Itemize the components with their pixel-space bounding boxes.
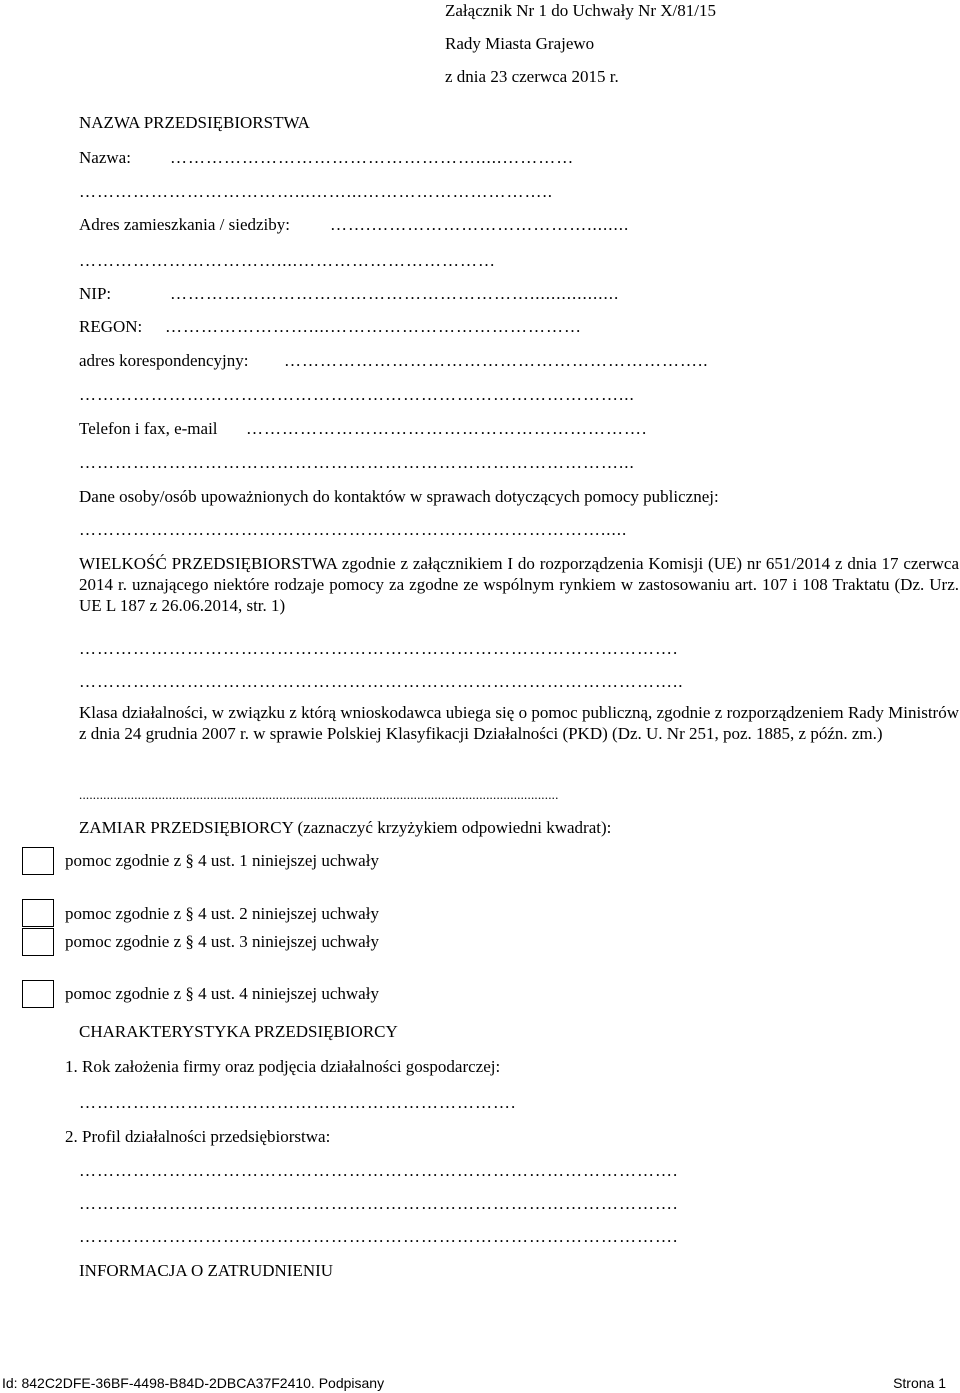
resolution-date: z dnia 23 czerwca 2015 r. (445, 67, 619, 86)
option-3-checkbox[interactable] (22, 928, 54, 956)
activity-class-paragraph: Klasa działalności, w związku z którą wnioskodawca ubiega się o pomoc publiczną, zgodnie z rozporządzeniem Rady Ministrów z dnia 24 grudnia 2007 r. w sprawie Polskiej Klasyfikacji Działalności (PKD) (Dz. U. Nr 251, poz. 1885, z późn. zm.) (79, 703, 959, 743)
address-label: Adres zamieszkania / siedziby: (79, 215, 291, 234)
profile-section-title: CHARAKTERYSTYKA PRZEDSIĘBIORCY (79, 1022, 398, 1041)
company-size-field-continued[interactable]: ……………………………………………………………………………………….. (79, 672, 684, 691)
activity-class-field[interactable]: ........................................................................................................................................... (79, 787, 559, 802)
phone-label: Telefon i fax, e-mail (79, 419, 218, 438)
question-2-label: 2. Profil działalności przedsiębiorstwa: (65, 1127, 331, 1146)
correspondence-field-continued[interactable]: ………………………………………………………………………………... (79, 385, 635, 404)
option-1-label: pomoc zgodnie z § 4 ust. 1 niniejszej uchwały (65, 851, 379, 870)
regon-field[interactable]: ……………………....…………………………………… (165, 317, 582, 336)
question-2-field-line-1[interactable]: ………………………………………………………………………………………. (79, 1161, 679, 1180)
company-size-field[interactable]: ………………………………………………………………………………………. (79, 639, 679, 658)
address-field[interactable]: …….………………………………........ (330, 215, 630, 234)
company-size-paragraph: WIELKOŚĆ PRZEDSIĘBIORSTWA zgodnie z załącznikiem I do rozporządzenia Komisji (UE) nr 651/2014 z dnia 17 czerwca 2014 r. uznającego niektóre rodzaje pomocy za zgodne ze wspólnym rynkiem w zastosowaniu art. 107 i 108 Traktatu (Dz. Urz. UE L 187 z 26.06.2014, str. 1) (79, 554, 959, 615)
question-1-label: 1. Rok założenia firmy oraz podjęcia działalności gospodarczej: (65, 1057, 501, 1076)
phone-field-continued[interactable]: ………………………………………………………………………………... (79, 453, 635, 472)
address-field-continued[interactable]: ……………………………....…………………………… (79, 251, 496, 270)
phone-field[interactable]: …………………………………………………………. (246, 419, 648, 438)
question-2-field-line-3[interactable]: ………………………………………………………………………………………. (79, 1227, 679, 1246)
contact-persons-field[interactable]: ……………………………………………………………………………..... (79, 520, 628, 539)
nip-field[interactable]: ……………………………………………………................. (170, 284, 620, 303)
question-1-field[interactable]: ………………………………………………………………. (79, 1093, 517, 1112)
correspondence-label: adres korespondencyjny: (79, 351, 249, 370)
employment-section-title: INFORMACJA O ZATRUDNIENIU (79, 1261, 334, 1280)
name-label: Nazwa: (79, 148, 131, 167)
company-section-title: NAZWA PRZEDSIĘBIORSTWA (79, 113, 310, 132)
name-field-continued[interactable]: ………………………………...……...………………………….. (79, 182, 553, 201)
option-2-label: pomoc zgodnie z § 4 ust. 2 niniejszej uchwały (65, 904, 379, 923)
option-4-label: pomoc zgodnie z § 4 ust. 4 niniejszej uchwały (65, 984, 379, 1003)
document-id: Id: 842C2DFE-36BF-4498-B84D-2DBCA37F2410. Podpisany (2, 1375, 385, 1391)
attachment-title: Załącznik Nr 1 do Uchwały Nr X/81/15 (445, 1, 716, 20)
nip-label: NIP: (79, 284, 112, 303)
intent-section-title: ZAMIAR PRZEDSIĘBIORCY (zaznaczyć krzyżykiem odpowiedni kwadrat): (79, 818, 612, 837)
option-3-label: pomoc zgodnie z § 4 ust. 3 niniejszej uchwały (65, 932, 379, 951)
regon-label: REGON: (79, 317, 143, 336)
council-name: Rady Miasta Grajewo (445, 34, 595, 53)
contact-persons-label: Dane osoby/osób upoważnionych do kontaktów w sprawach dotyczących pomocy publicznej: (79, 487, 719, 506)
correspondence-field[interactable]: …………………………………………………………….. (284, 351, 709, 370)
question-2-field-line-2[interactable]: ………………………………………………………………………………………. (79, 1194, 679, 1213)
option-4-checkbox[interactable] (22, 980, 54, 1008)
option-2-checkbox[interactable] (22, 899, 54, 927)
option-1-checkbox[interactable] (22, 847, 54, 875)
name-field[interactable]: …………………………………………….....………… (170, 148, 575, 167)
page-number: Strona 1 (893, 1375, 946, 1391)
